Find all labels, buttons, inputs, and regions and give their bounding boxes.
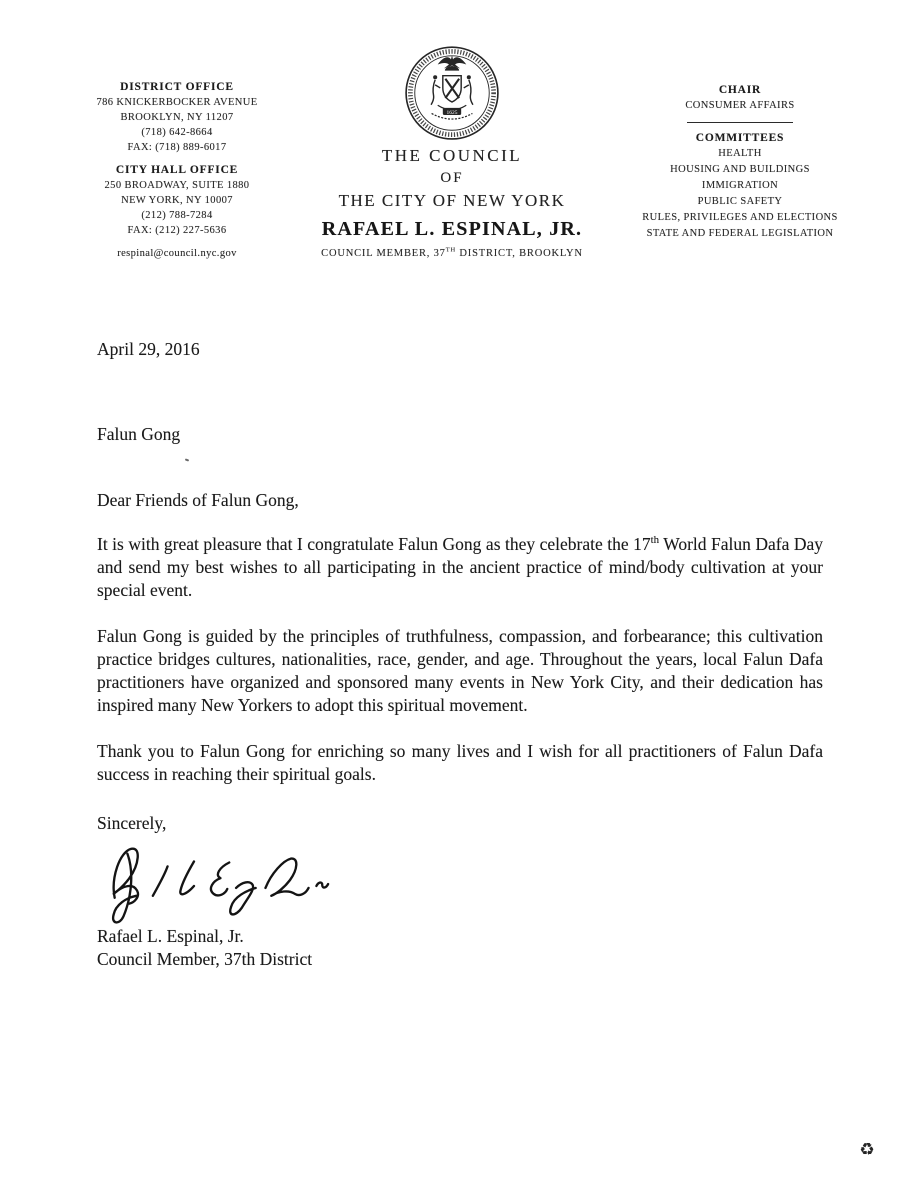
paragraph-1-ordinal: th	[650, 534, 660, 547]
signature-title: Council Member, 37th District	[97, 949, 313, 969]
nyc-council-seal-icon	[401, 40, 503, 142]
member-title	[302, 248, 602, 259]
signature-name: Rafael L. Espinal, Jr.	[97, 926, 244, 946]
committees-heading: COMMITTEES	[695, 132, 785, 144]
paragraph-1-text2: World Falun Dafa Day and send my best wishes to all participating in the ancient practice of mind/body cultivation at your special event.	[97, 534, 824, 600]
member-name: RAFAEL L. ESPINAL, JR.	[321, 218, 583, 240]
member-title-text: COUNCIL MEMBER, 37	[321, 248, 446, 259]
city-hall-office-fax: FAX: (212) 227-5636	[127, 225, 227, 236]
letter-paragraph-1	[97, 533, 823, 602]
chair-committees-divider	[687, 122, 793, 123]
org-title-line3: THE CITY OF NEW YORK	[338, 191, 566, 210]
paragraph-1-text: It is with great pleasure that I congratulate Falun Gong as they celebrate the 17	[97, 534, 651, 554]
spacer	[58, 238, 296, 246]
district-office-heading: DISTRICT OFFICE	[120, 81, 234, 93]
committee-item: RULES, PRIVILEGES AND ELECTIONS	[642, 212, 838, 223]
district-office-phone: (718) 642-8664	[141, 127, 213, 138]
committee-item: PUBLIC SAFETY	[697, 196, 783, 207]
recycled-paper-icon: ♻	[859, 1140, 875, 1159]
city-hall-office-heading: CITY HALL OFFICE	[115, 164, 239, 176]
committee-item: STATE AND FEDERAL LEGISLATION	[646, 228, 834, 239]
letter-body	[97, 338, 823, 971]
seal-year: 1625	[446, 109, 458, 116]
district-office-block	[58, 80, 296, 261]
district-office-address2: BROOKLYN, NY 11207	[120, 112, 234, 123]
committee-item: HEALTH	[718, 148, 762, 159]
org-title-line1: THE COUNCIL	[381, 146, 523, 165]
chair-committees-block	[628, 82, 852, 242]
letterhead-center-block	[302, 40, 602, 259]
chair-heading: CHAIR	[718, 84, 762, 96]
email-address: respinal@council.nyc.gov	[117, 248, 237, 259]
letter-closing: Sincerely,	[97, 813, 167, 833]
member-title-text2: DISTRICT, BROOKLYN	[455, 248, 583, 259]
city-hall-office-phone: (212) 788-7284	[141, 210, 213, 221]
letter-recipient: Falun Gong	[97, 424, 181, 444]
letter-paragraph-3: Thank you to Falun Gong for enriching so many lives and I wish for all practitioners of Falun Dafa success in reaching their spiritual goals.	[97, 741, 823, 784]
district-office-fax: FAX: (718) 889-6017	[127, 142, 227, 153]
handwritten-signature	[99, 837, 823, 919]
district-office-address1: 786 KNICKERBOCKER AVENUE	[96, 97, 258, 108]
letter-paragraph-2: Falun Gong is guided by the principles of truthfulness, compassion, and forbearance; this cultivation practice bridges cultures, nationalities, race, gender, and age. Throughout the years, local Falun Dafa practitioners have organized and sponsored many events in New York City, and their dedication has inspired many New Yorkers to adopt this spiritual movement.	[97, 626, 823, 715]
city-hall-office-address2: NEW YORK, NY 10007	[121, 195, 233, 206]
committee-item: IMMIGRATION	[701, 180, 779, 191]
committee-item: HOUSING AND BUILDINGS	[670, 164, 810, 175]
city-hall-office-address1: 250 BROADWAY, SUITE 1880	[104, 180, 250, 191]
letter-salutation: Dear Friends of Falun Gong,	[97, 490, 299, 510]
chair-value: CONSUMER AFFAIRS	[685, 100, 795, 111]
letter-date: April 29, 2016	[97, 339, 200, 359]
spacer	[58, 155, 296, 163]
org-title-line2: OF	[440, 170, 464, 186]
scan-artifact-mark	[185, 458, 189, 461]
member-title-ordinal: TH	[445, 246, 456, 254]
